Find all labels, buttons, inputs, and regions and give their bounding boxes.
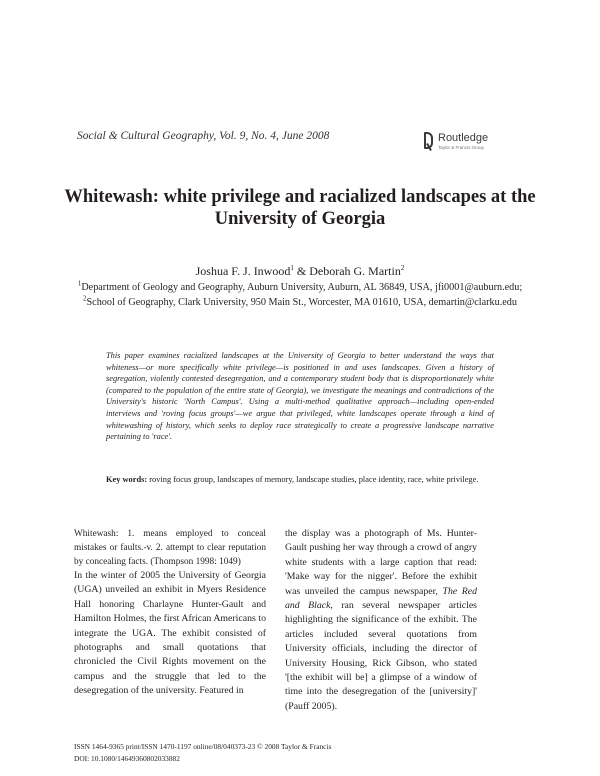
author-2-affil-marker: 2 (400, 264, 405, 272)
body-paragraph-2 (285, 527, 477, 714)
author-1-affil-marker: 1 (290, 264, 294, 272)
affil-marker-1: 1 (77, 279, 82, 288)
journal-citation: Social & Cultural Geography, Vol. 9, No. 4, June 2008 (77, 130, 330, 142)
doi-line: DOI: 10.1080/14649360802033882 (74, 753, 180, 763)
author-separator: & (293, 264, 310, 278)
publisher-logo (424, 132, 524, 154)
body-text-part-1: the display was a photograph of Ms. Hunter-Gault pushing her way through a crowd of angry white students with a large caption that read: 'Make way for the nigger'. Before the exhibit was unveiled the campus newspaper, (285, 528, 477, 597)
keywords-label: Key words: (106, 475, 148, 484)
keywords-list: roving focus group, landscapes of memory, landscape studies, place identity, race, white privilege. (147, 475, 479, 484)
affiliation-1: Department of Geology and Geography, Auburn University, Auburn, AL 36849, USA, jfi0001@auburn.edu; (81, 282, 523, 293)
body-column-left (74, 527, 266, 699)
issn-line: ISSN 1464-9365 print/ISSN 1470-1197 online/08/040373-23 © 2008 Taylor & Francis (74, 742, 332, 751)
affiliation-2: School of Geography, Clark University, 950 Main St., Worcester, MA 01610, USA, demartin@clarku.edu (86, 297, 517, 308)
affiliations (70, 280, 530, 310)
abstract: This paper examines racialized landscapes at the University of Georgia to better understand the ways that whiteness—or more specifically white privilege—is positioned in and uses landscapes. Given a history of segregation, violently contested desegregation, and a contemporary student body that is disproportionately white (compared to the population of the entire state of Georgia), we investigate the meanings and contradictions of the University's historic 'North Campus'. Using a multi-method qualitative approach—including open-ended interviews and 'roving focus groups'—we argue that privileged, white landscapes operate through a kind of whitewashing of history, which seeks to deploy race strategically to create a progressive landscape narrative pertaining to 'race'. (106, 351, 494, 442)
author-2: Deborah G. Martin (309, 264, 401, 278)
routledge-r-icon (424, 132, 433, 149)
article-title: Whitewash: white privilege and racialized landscapes at the University of Georgia (64, 187, 536, 229)
affil-marker-2: 2 (83, 294, 87, 303)
keywords (106, 474, 494, 487)
newspaper-title: The Red and Black (285, 585, 477, 612)
publisher-tagline: Taylor & Francis Group (438, 145, 485, 150)
body-paragraph-1: In the winter of 2005 the University of Georgia (UGA) unveiled an exhibit in Myers Residence Hall honoring Charlayne Hunter-Gault and Hamilton Holmes, the first African Americans to integrate the UGA. The exhibit consisted of photographs and small quotations that chronicled the Civil Rights movement on the campus and the struggle that led to the desegregation of the university. Featured in (74, 570, 266, 697)
author-1: Joshua F. J. Inwood (195, 264, 291, 278)
publisher-name: Routledge (438, 132, 489, 144)
epigraph: Whitewash: 1. means employed to conceal mistakes or faults.-v. 2. attempt to clear reputation by concealing facts. (Thompson 1998: 1049) (74, 529, 266, 567)
body-text-part-2: , ran several newspaper articles highlighting the significance of the exhibit. The articles included several quotations from University officials, including the director of University Housing, Rick Gibson, who stated '[the exhibit will be] a glimpse of a window of time into the desegregation of the [university]' (Pauff 2005). (285, 600, 477, 712)
footer (74, 741, 331, 764)
author-list (60, 264, 540, 279)
body-column-right (285, 527, 477, 714)
